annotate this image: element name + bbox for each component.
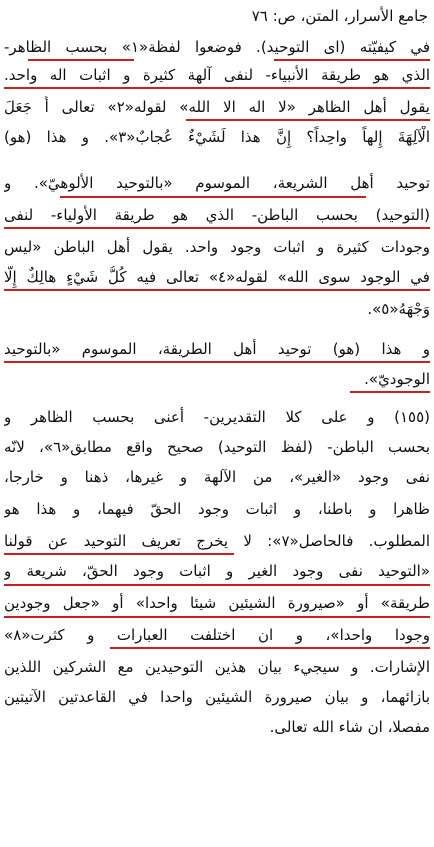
text-line-18: طريقة» أو «صيرورة الشيئين شيئا واحدا» أو «جعل وجودين bbox=[4, 594, 430, 612]
text-line-3: يقول أهل الظاهر «لا اله الا الله» لقوله«٢» تعالى أَ جَعَلَ bbox=[4, 98, 430, 116]
text-line-12: (١٥٥) و على كلا التقديرين- أعنى بحسب الظاهر و bbox=[4, 408, 430, 426]
highlight-underline bbox=[4, 616, 430, 618]
text-line-17: «التوحيد نفى وجود الغير و اثبات وجود الحقّ، شريعة و bbox=[4, 562, 430, 580]
text-line-10: و هذا (هو) توحيد أهل الطريقة، الموسوم «بالتوحيد bbox=[4, 340, 430, 358]
highlight-underline bbox=[4, 87, 430, 89]
text-line-15: ظاهرا و باطنا، و اثبات وجود الحقّ فيهما، و هذا هو bbox=[4, 500, 430, 518]
text-line-20: الإشارات. و سيجيء بيان هذين التوحيدين مع الشركين اللذين bbox=[4, 658, 430, 676]
text-line-8: في الوجود سوى الله» لقوله«٤» تعالى فيه كُلُّ شَيْءٍ هالِكٌ إِلَّا bbox=[4, 268, 430, 286]
highlight-underline bbox=[186, 119, 430, 121]
text-line-2: الذي هو طريقة الأنبياء- لنفى آلهة كثيرة و اثبات اله واحد. bbox=[4, 66, 430, 84]
highlight-underline bbox=[350, 391, 430, 393]
text-line-7: وجودات كثيرة و اثبات وجود واحد. يقول أهل الباطن «ليس bbox=[4, 238, 430, 256]
text-line-22: مفصلا، ان شاء الله تعالى. bbox=[269, 718, 430, 736]
text-line-16: المطلوب. فالحاصل«٧»: لا يخرج تعريف التوحيد عن قولنا bbox=[4, 532, 430, 550]
highlight-underline bbox=[274, 59, 430, 61]
text-line-1: في كيفيّته (اى التوحيد). فوضعوا لفظة«١» بحسب الظاهر- bbox=[4, 38, 430, 56]
text-line-6: (التوحيد) بحسب الباطن- الذي هو طريقة الأولياء- لنفى bbox=[4, 206, 430, 224]
text-line-5: توحيد أهل الشريعة، الموسوم «بالتوحيد الألوهيّ». و bbox=[4, 174, 430, 192]
highlight-underline bbox=[28, 59, 134, 61]
page-header: جامع الأسرار، المتن، ص: ٧٦ bbox=[251, 7, 428, 25]
highlight-underline bbox=[4, 361, 430, 363]
text-line-13: بحسب الباطن- (لفظ التوحيد) صحيح واقع مطابق«٦»، لانّه bbox=[4, 438, 430, 456]
highlight-underline bbox=[4, 584, 430, 586]
highlight-underline bbox=[4, 227, 430, 229]
text-line-14: نفى وجود «الغير»، من الآلهة و غيرها، ذهنا و خارجا، bbox=[4, 468, 430, 486]
highlight-underline bbox=[60, 196, 366, 198]
highlight-underline bbox=[4, 553, 234, 555]
text-line-21: بازائهما، و بيان صيرورة الشيئين واحدا في القاعدتين الآتيتين bbox=[4, 688, 430, 706]
text-line-19: وجودا واحدا»، و ان اختلفت العبارات و كثرت«٨» bbox=[4, 626, 430, 644]
text-line-11: الوجوديّ». bbox=[364, 370, 430, 388]
highlight-underline bbox=[110, 647, 430, 649]
text-line-9: وَجْهَهُ«٥». bbox=[367, 300, 430, 318]
text-line-4: الْآلِهَةَ إِلهاً واحِداً؟ إِنَّ هذا لَشَيْءٌ عُجابٌ«٣». و هذا (هو) bbox=[4, 128, 430, 146]
highlight-underline bbox=[4, 289, 430, 291]
